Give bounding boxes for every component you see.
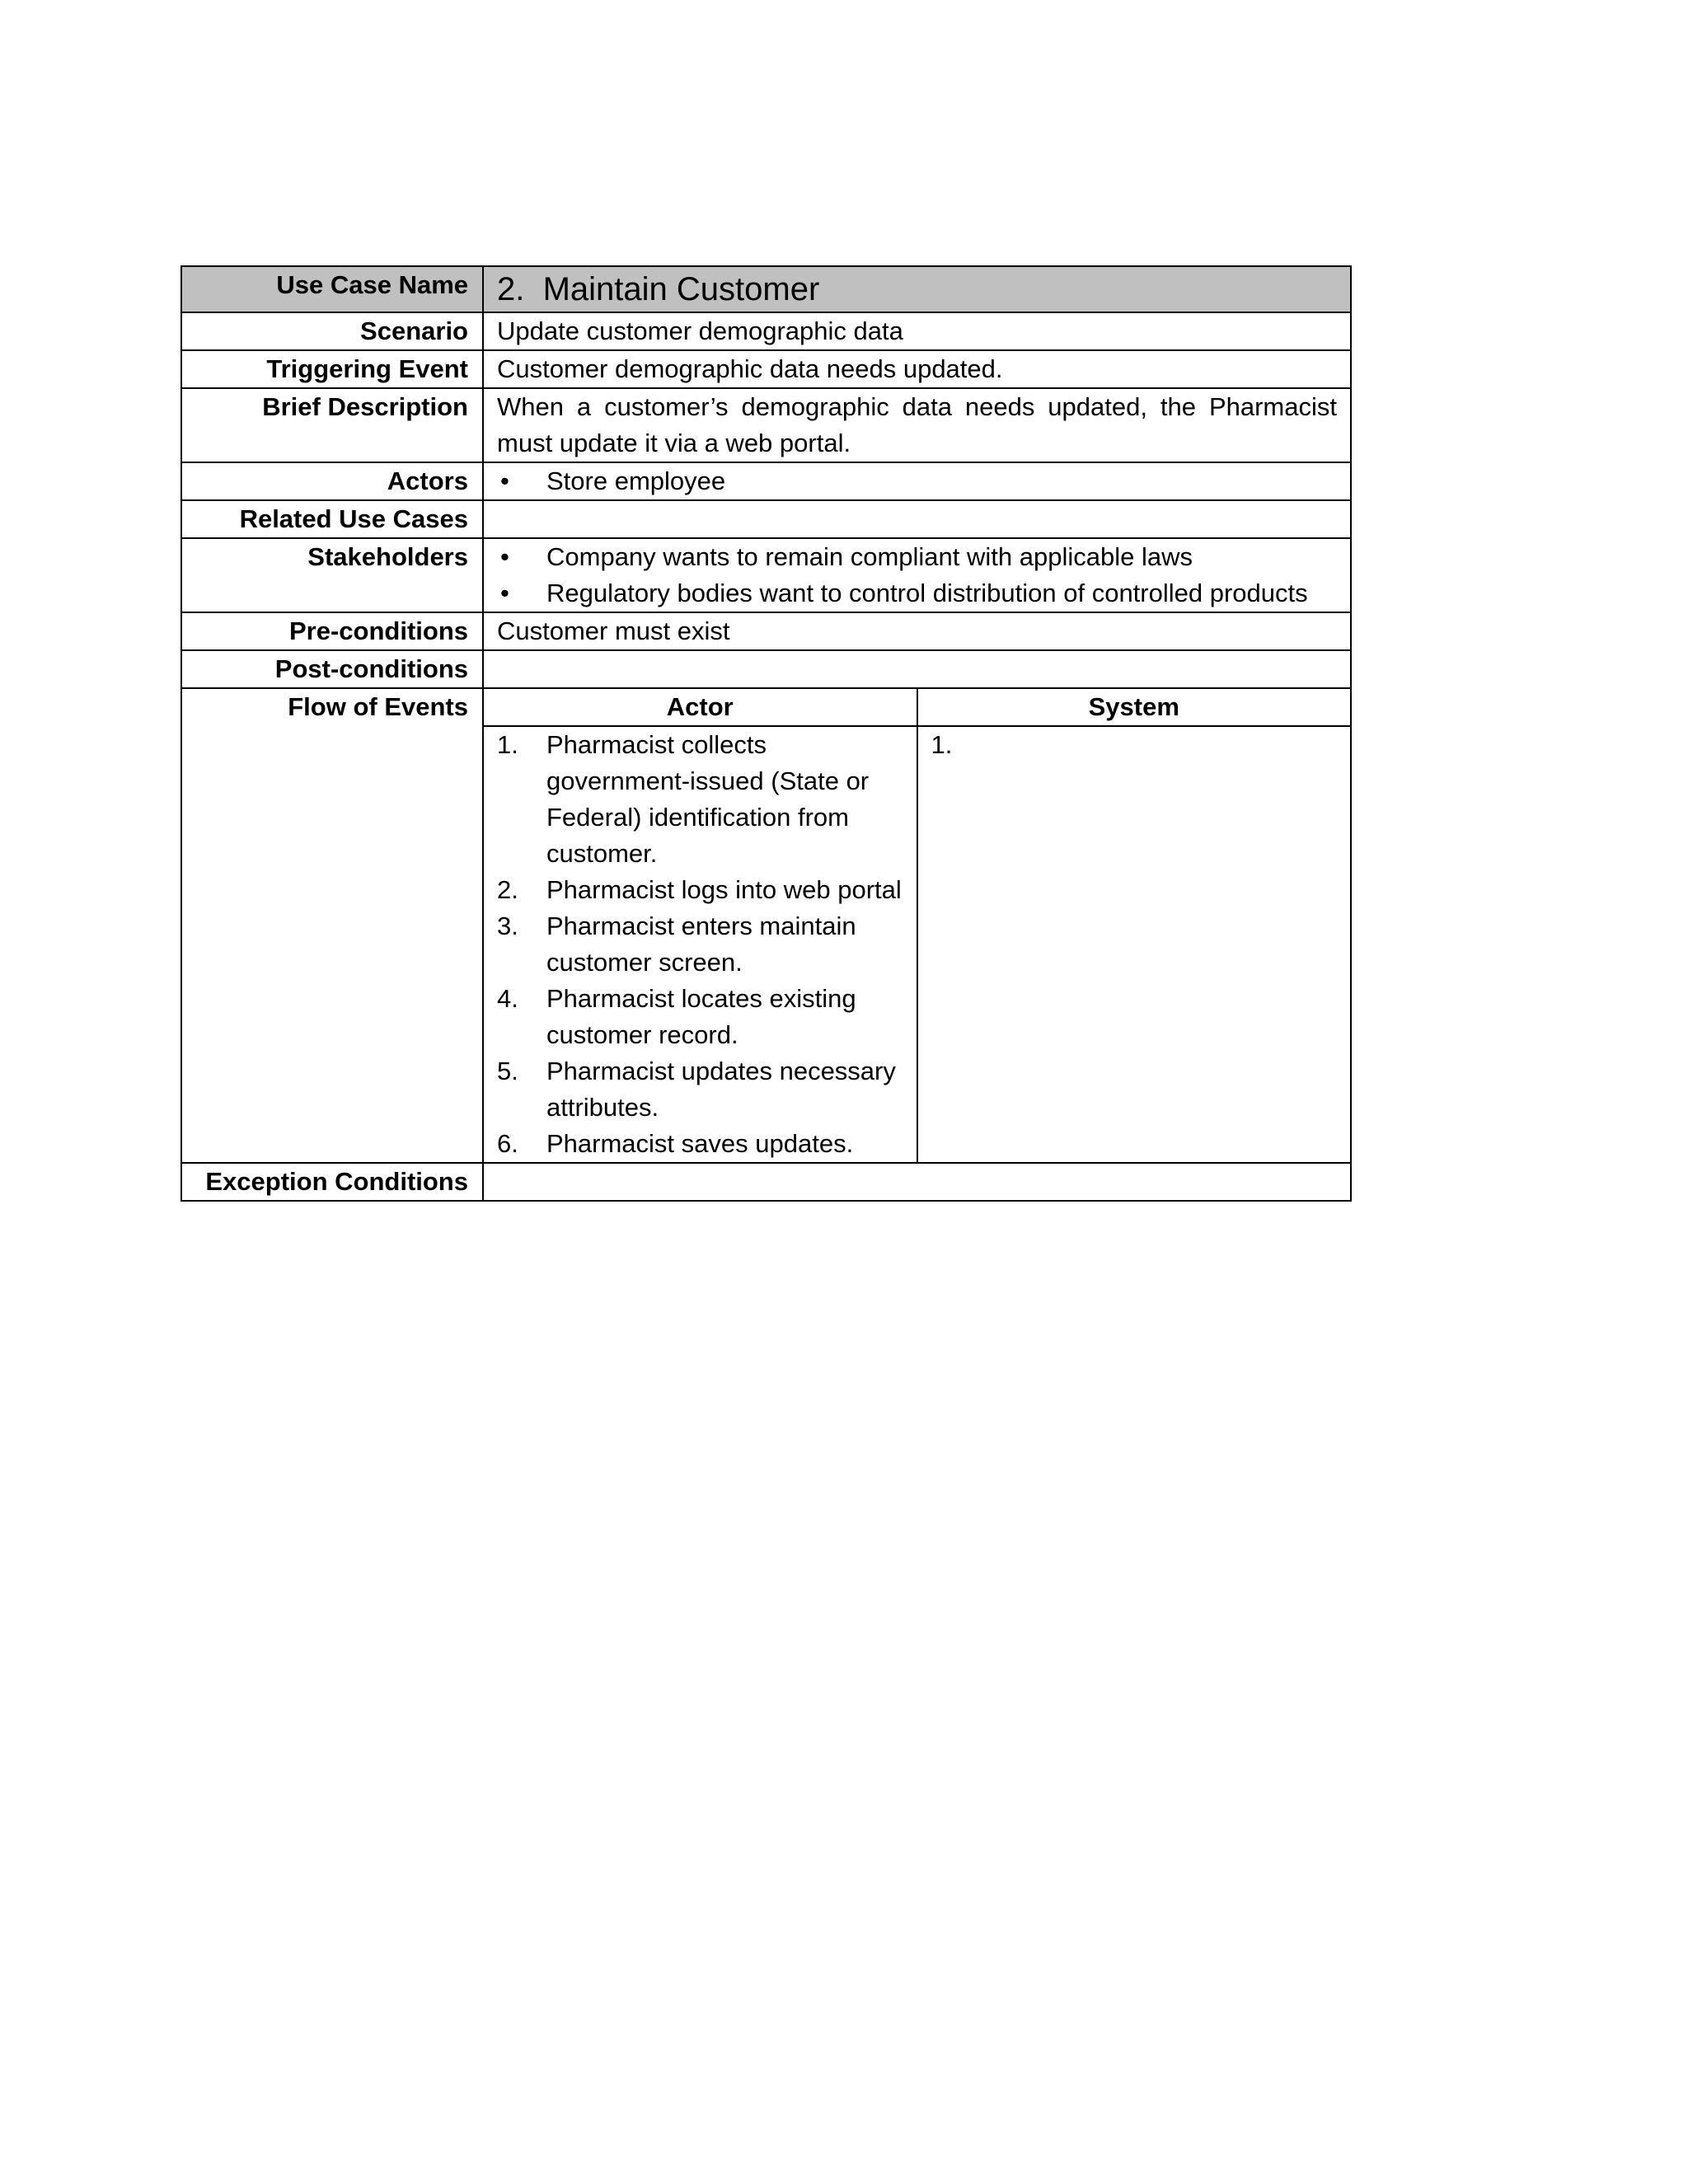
list-item: • Regulatory bodies want to control distribution of controlled products: [497, 575, 1337, 612]
flow-of-events-value: [483, 688, 1351, 1163]
stakeholders-list: [497, 539, 1337, 612]
flow-actor-header: Actor: [484, 689, 917, 726]
use-case-name-value: [483, 266, 1351, 312]
flow-body-row: [484, 726, 1350, 1162]
use-case-table: [181, 265, 1352, 1202]
row-post-conditions: [181, 650, 1351, 688]
actor-steps-list: [497, 727, 903, 1162]
flow-of-events-table: [484, 689, 1350, 1162]
list-item: 5. Pharmacist updates necessary attributes.: [497, 1057, 896, 1122]
post-conditions-value: [483, 650, 1351, 688]
bullet-icon: •: [500, 579, 509, 607]
label-brief-description: Brief Description: [181, 388, 483, 462]
pre-conditions-value: Customer must exist: [483, 612, 1351, 650]
bullet-icon: •: [500, 542, 509, 571]
row-actors: [181, 462, 1351, 500]
scenario-value: Update customer demographic data: [483, 312, 1351, 350]
row-brief-description: [181, 388, 1351, 462]
triggering-event-value: Customer demographic data needs updated.: [483, 350, 1351, 388]
stakeholders-value: [483, 538, 1351, 612]
actors-value: [483, 462, 1351, 500]
label-actors: Actors: [181, 462, 483, 500]
label-related-use-cases: Related Use Cases: [181, 500, 483, 538]
list-item: 1. Pharmacist collects government-issued (State or Federal) identification from customer.: [497, 730, 870, 868]
use-case-number: 2.: [497, 271, 525, 307]
list-item: • Store employee: [497, 463, 1337, 499]
brief-description-value: When a customer’s demographic data needs updated, the Pharmacist must update it via a web portal.: [483, 388, 1351, 462]
related-use-cases-value: [483, 500, 1351, 538]
flow-header-row: [484, 689, 1350, 726]
row-stakeholders: [181, 538, 1351, 612]
label-pre-conditions: Pre-conditions: [181, 612, 483, 650]
row-exception-conditions: [181, 1163, 1351, 1201]
exception-conditions-value: [483, 1163, 1351, 1201]
row-pre-conditions: [181, 612, 1351, 650]
bullet-icon: •: [500, 466, 509, 495]
label-post-conditions: Post-conditions: [181, 650, 483, 688]
flow-actor-steps: [484, 726, 917, 1162]
row-related-use-cases: [181, 500, 1351, 538]
actors-list: [497, 463, 1337, 499]
list-item: 6. Pharmacist saves updates.: [497, 1129, 854, 1158]
list-item: 3. Pharmacist enters maintain customer screen.: [497, 912, 856, 977]
list-item: • Company wants to remain compliant with applicable laws: [497, 539, 1337, 575]
label-use-case-name: Use Case Name: [181, 266, 483, 312]
label-scenario: Scenario: [181, 312, 483, 350]
list-item: 2. Pharmacist logs into web portal: [497, 875, 902, 904]
list-item: 4. Pharmacist locates existing customer record.: [497, 984, 856, 1049]
row-use-case-name: [181, 266, 1351, 312]
use-case-name: Maintain Customer: [542, 271, 820, 307]
label-flow-of-events: Flow of Events: [181, 688, 483, 1163]
label-exception-conditions: Exception Conditions: [181, 1163, 483, 1201]
flow-system-steps: 1.: [931, 730, 953, 759]
row-flow-of-events: [181, 688, 1351, 1163]
label-triggering-event: Triggering Event: [181, 350, 483, 388]
label-stakeholders: Stakeholders: [181, 538, 483, 612]
flow-system-header: System: [917, 689, 1351, 726]
row-triggering-event: [181, 350, 1351, 388]
row-scenario: [181, 312, 1351, 350]
